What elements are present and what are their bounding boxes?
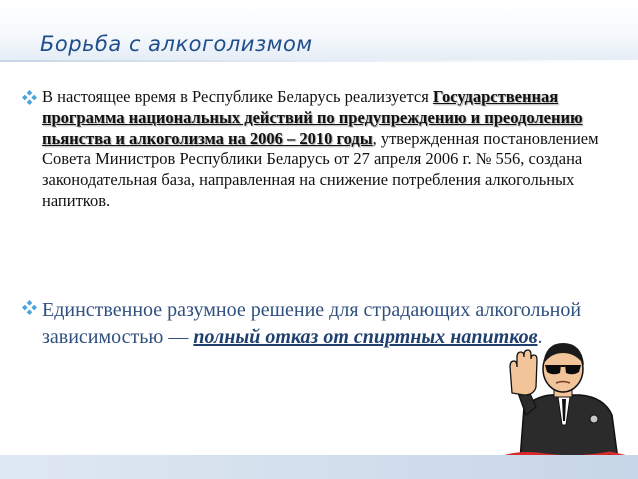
bullet1-text-after: , утвержденная постановлением Совета Министров Республики Беларусь от 27 апреля 2006 г. № 556, создана законодательная база, направленная на снижение потребления алкогольных напитков. (42, 128, 599, 210)
header-divider (0, 60, 638, 62)
slide-title: Борьба с алкоголизмом (40, 32, 313, 56)
footer-bar (0, 455, 638, 479)
bullet2-text-after: . (537, 326, 543, 348)
diamond-bullet-icon (22, 90, 37, 105)
program-name-highlight: Государственная программа национальных действий по предупреждению и преодолению пьянства и алкоголизма на 2006 – 2010 годы (42, 87, 583, 148)
diamond-bullet-icon (22, 300, 37, 315)
solution-highlight: полный отказ от спиртных напитков (193, 326, 538, 348)
bullet1-text-before: В настоящее время в Республике Беларусь реализуется (42, 87, 433, 106)
bodyguard-stop-illustration (500, 335, 628, 460)
bullet2-text-before: Единственное разумное решение для страдающих алкогольной зависимостью — (42, 299, 582, 348)
bullet-paragraph-program (42, 87, 607, 212)
